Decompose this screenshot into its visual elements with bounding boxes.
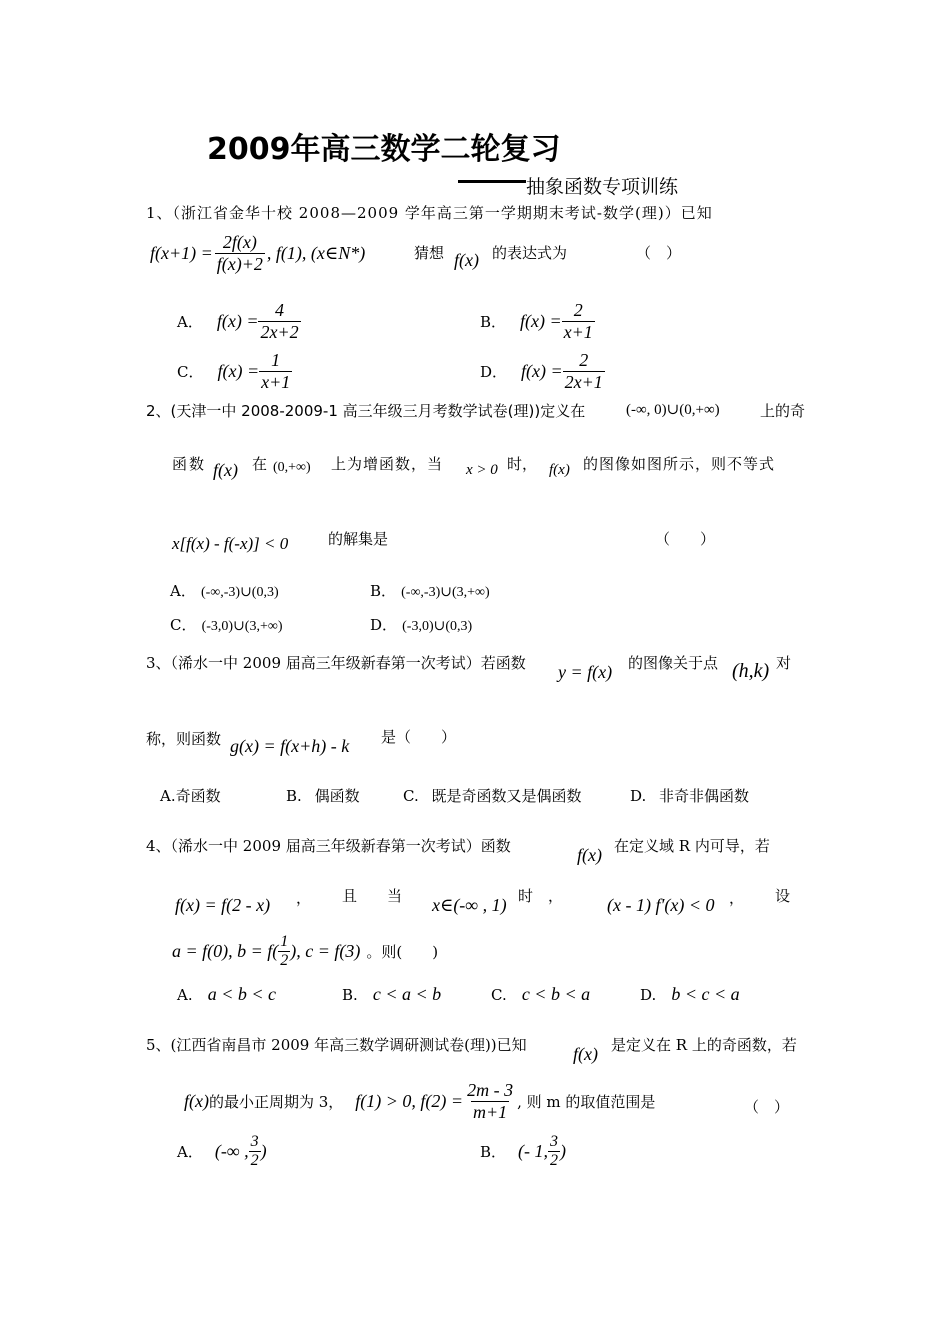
q1-option-d-label: D．: [480, 363, 508, 381]
q1-cond-fraction: [215, 232, 265, 275]
q2-option-c-label: C．: [170, 616, 197, 634]
q3-option-c-label: C.: [403, 787, 419, 805]
q5-option-b-fraction: [548, 1133, 560, 1170]
q2-option-a: [170, 580, 279, 601]
q1-fx: f(x): [454, 250, 479, 270]
q2-line2-c: 上为增函数，当: [331, 455, 444, 473]
q1-option-d-num: 2: [579, 350, 589, 370]
q2-inequality: x[f(x) - f(-x)] < 0: [172, 534, 289, 553]
q2-option-b-label: B．: [370, 582, 397, 600]
q2-interval: (0,+∞): [273, 460, 311, 475]
q1-option-a-lhs: f(x) =: [216, 311, 259, 331]
q1-option-a-fraction: [258, 300, 300, 343]
q4-option-c-label: C.: [491, 986, 507, 1004]
q2-line3: 的解集是: [328, 530, 389, 548]
q1-option-c-num: 1: [271, 350, 281, 370]
q4-fx: f(x): [577, 845, 602, 865]
q2-line2-d: 时，: [507, 455, 538, 473]
q3-line2-a: 称，则函数: [146, 730, 222, 748]
q3-option-b: [286, 785, 360, 806]
q1-option-b-lhs: f(x) =: [520, 311, 562, 331]
q5-num: 2m - 3: [467, 1080, 514, 1100]
q2-condition: x > 0: [466, 462, 498, 478]
q5-option-a-num: 3: [250, 1133, 259, 1150]
q2-intro: 2、(天津一中 2008-2009-1 高三年级三月考数学试卷(理))定义在: [146, 402, 586, 420]
q3-option-a-label: A.: [160, 787, 176, 805]
q1-option-b-den: x+1: [563, 322, 593, 342]
q1-cond-lhs: f(x+1) =: [150, 243, 213, 263]
q4-set: 设: [775, 887, 791, 905]
q1-cond-den: f(x)+2: [216, 254, 263, 274]
q5-fraction: [465, 1080, 515, 1123]
q4-option-a-value: a < b < c: [207, 984, 276, 1004]
q1-ask: 的表达式为: [492, 244, 568, 262]
q3-line2-b: 是（ ）: [381, 728, 457, 746]
q3-function: y = f(x): [558, 662, 613, 682]
q2-option-b: [370, 580, 490, 601]
q5-condition: [184, 1080, 655, 1123]
q2-option-b-value: (-∞,-3)∪(3,+∞): [401, 585, 490, 600]
q4-comma: ，: [296, 889, 312, 907]
q4-option-a: [177, 984, 276, 1005]
q3-option-c-value: 既是奇函数又是偶函数: [431, 787, 582, 805]
q1-answer-paren: （ ）: [636, 244, 682, 262]
q5-option-b-den: 2: [550, 1152, 559, 1169]
q1-option-c-label: C．: [177, 363, 204, 381]
q1-cond-tail: , f(1), (x∈N*): [266, 243, 366, 263]
q5-option-a: [177, 1133, 267, 1170]
q4-c: ), c = f(3): [290, 941, 361, 961]
q1-option-b-fraction: [562, 300, 595, 343]
q2-fx: f(x): [213, 460, 238, 480]
q4-intro: 4、（浠水一中 2009 届高三年级新春第一次考试）函数: [146, 837, 511, 855]
q2-fx-2: f(x): [549, 462, 570, 478]
q4-values: [172, 933, 438, 970]
q4-option-d: [640, 984, 740, 1005]
q5-option-b-post: ): [560, 1141, 567, 1161]
q5-mid: 是定义在 R 上的奇函数，若: [611, 1036, 797, 1054]
q1-option-a-num: 4: [275, 300, 285, 320]
q5-answer-paren: （ ）: [744, 1098, 790, 1116]
q1-option-d-den: 2x+1: [564, 372, 603, 392]
q4-when: 时 ，: [518, 887, 564, 905]
q4-and: 且 当: [342, 887, 403, 905]
subtitle-dash: [458, 180, 526, 183]
q3-mid: 的图像关于点: [628, 654, 719, 672]
q4-half-fraction: [278, 933, 290, 970]
q2-option-a-value: (-∞,-3)∪(0,3): [200, 585, 279, 600]
q2-line2-b: 在: [252, 455, 268, 473]
q5-option-b: [480, 1133, 566, 1170]
q3-option-c: [403, 785, 582, 806]
q3-option-a: [160, 785, 221, 806]
q4-option-a-label: A.: [177, 986, 193, 1004]
q5-fx-2: f(x): [184, 1091, 209, 1111]
q4-then: 。则( ): [366, 943, 439, 961]
q5-tail: , 则 m 的取值范围是: [517, 1093, 656, 1111]
page-title: 2009年高三数学二轮复习: [207, 132, 561, 167]
q2-option-d-value: (-3,0)∪(0,3): [402, 619, 473, 634]
q3-option-b-value: 偶函数: [314, 787, 360, 805]
q4-a-b: a = f(0), b = f(: [172, 941, 279, 961]
q2-after: 上的奇: [760, 402, 806, 420]
q2-option-a-label: A．: [170, 582, 196, 600]
q1-option-c-fraction: [259, 350, 292, 393]
q5-period: 的最小正周期为 3，: [208, 1093, 344, 1111]
q4-option-b-value: c < a < b: [372, 984, 442, 1004]
q3-option-d-label: D.: [630, 787, 647, 805]
q1-option-d-fraction: [563, 350, 605, 393]
q1-option-a-label: A．: [177, 313, 203, 331]
q3-g: g(x) = f(x+h) - k: [230, 736, 350, 756]
q4-derivative: (x - 1) f′(x) < 0: [607, 895, 715, 915]
q4-range: x∈(-∞ , 1): [432, 895, 507, 915]
q4-option-c-value: c < b < a: [521, 984, 591, 1004]
q5-den: m+1: [473, 1102, 508, 1122]
q5-option-a-den: 2: [250, 1152, 259, 1169]
q5-option-b-pre: (- 1,: [518, 1141, 549, 1161]
q1-option-b: [480, 300, 595, 343]
q3-intro: 3、（浠水一中 2009 届高三年级新春第一次考试）若函数: [146, 654, 526, 672]
q5-option-b-num: 3: [550, 1133, 559, 1150]
q4-option-c: [491, 984, 590, 1005]
q1-option-d-lhs: f(x) =: [521, 361, 563, 381]
q4-option-d-label: D.: [640, 986, 657, 1004]
q1-option-b-label: B．: [480, 313, 507, 331]
q3-option-b-label: B.: [286, 787, 302, 805]
q3-option-a-value: 奇函数: [175, 787, 221, 805]
q5-fx: f(x): [573, 1044, 598, 1064]
q4-option-b: [342, 984, 441, 1005]
q2-answer-paren: （ ）: [655, 530, 716, 548]
q2-line2-e: 的图像如图所示，则不等式: [583, 455, 776, 473]
q2-option-d-label: D．: [370, 616, 398, 634]
q1-option-a-den: 2x+2: [260, 322, 299, 342]
q2-option-c: [170, 614, 283, 635]
q5-cond: f(1) > 0, f(2) =: [355, 1091, 464, 1111]
q1-option-d: [480, 350, 605, 393]
q2-domain: (-∞, 0)∪(0,+∞): [626, 402, 720, 418]
q4-comma-2: ，: [729, 889, 745, 907]
q1-option-c-den: x+1: [261, 372, 291, 392]
q1-condition: [150, 232, 365, 275]
q5-option-a-label: A．: [177, 1143, 203, 1161]
q5-option-b-label: B．: [480, 1143, 507, 1161]
q3-option-d-value: 非奇非偶函数: [659, 787, 750, 805]
q4-option-d-value: b < c < a: [671, 984, 740, 1004]
q2-line2-a: 函数: [172, 455, 207, 473]
q3-option-d: [630, 785, 749, 806]
q1-guess: 猜想: [414, 244, 445, 262]
q2-option-c-value: (-3,0)∪(3,+∞): [201, 619, 283, 634]
q4-eq1: f(x) = f(2 - x): [175, 895, 271, 915]
q1-option-c-lhs: f(x) =: [217, 361, 260, 381]
q3-end: 对: [776, 654, 792, 672]
q1-option-a: [177, 300, 301, 343]
q4-mid: 在定义域 R 内可导，若: [614, 837, 770, 855]
q1-option-c: [177, 350, 292, 393]
q1-intro: 1、（浙江省金华十校 2008—2009 学年高三第一学期期末考试-数学(理)）已知: [146, 204, 713, 222]
q4-half-den: 2: [280, 952, 289, 969]
q1-cond-num: 2f(x): [222, 232, 257, 252]
q1-option-b-num: 2: [573, 300, 583, 320]
q5-option-a-post: ): [260, 1141, 267, 1161]
q3-point: (h,k): [732, 660, 770, 682]
page-subtitle: 抽象函数专项训练: [526, 176, 679, 198]
q2-option-d: [370, 614, 472, 635]
q5-option-a-pre: (-∞ ,: [214, 1141, 249, 1161]
q5-option-a-fraction: [249, 1133, 261, 1170]
q5-intro: 5、(江西省南昌市 2009 年高三数学调研测试卷(理))已知: [146, 1036, 527, 1054]
q4-half-num: 1: [280, 933, 289, 950]
q4-option-b-label: B.: [342, 986, 358, 1004]
